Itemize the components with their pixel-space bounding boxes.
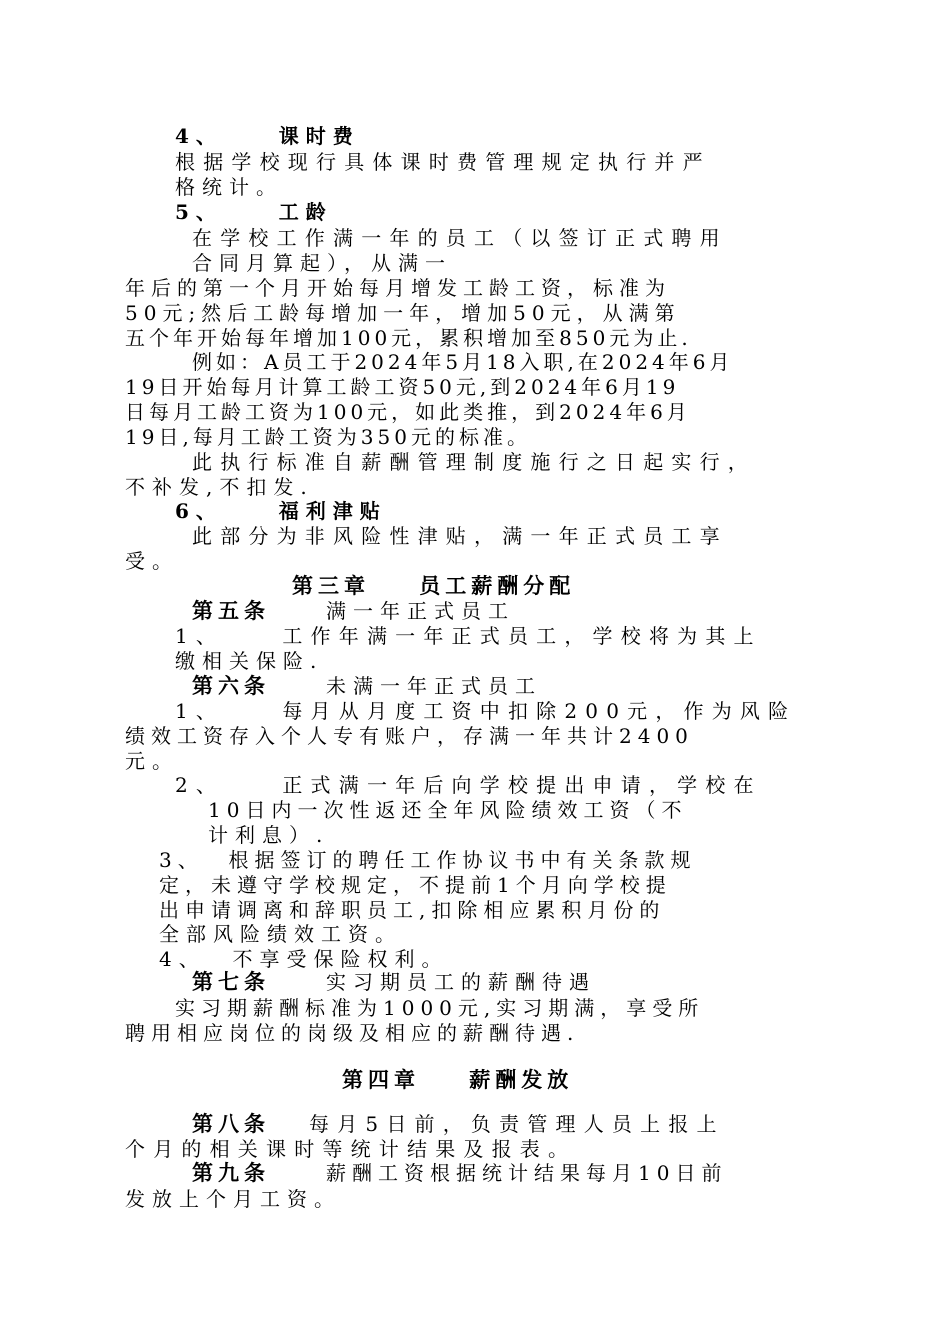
text-line: 例如：A员工于2024年5月18入职,在2024年6月 (192, 350, 734, 374)
text-line: 19日开始每月计算工龄工资50元,到2024年6月19 (125, 375, 680, 399)
text-line: 10日内一次性返还全年风险绩效工资（不 (208, 798, 688, 822)
text-line: 在学校工作满一年的员工（以签订正式聘用 (192, 226, 728, 250)
text-line: 1、 每月从月度工资中扣除200元，作为风险 (175, 699, 797, 723)
text-line: 格统计。 (175, 175, 283, 199)
text-line: 此部分为非风险性津贴，满一年正式员工享 (192, 524, 728, 548)
text-line: 合同月算起），从满一 (192, 251, 452, 275)
article-six-title: 未满一年正式员工 (326, 674, 542, 698)
chapter-four-title: 第四章 薪酬发放 (342, 1068, 574, 1092)
text-line: 发放上个月工资。 (125, 1187, 341, 1211)
text-line: 4、 不享受保险权利。 (159, 947, 449, 971)
text-line: 缴相关保险. (175, 649, 324, 673)
text-line: 3、 根据签订的聘任工作协议书中有关条款规 (159, 848, 697, 872)
text-line: 1、 工作年满一年正式员工，学校将为其上 (175, 624, 762, 648)
text-line: 此执行标准自薪酬管理制度施行之日起实行， (192, 450, 756, 474)
text-line: 50元;然后工龄每增加一年，增加50元，从满第 (125, 301, 681, 325)
text-line: 受。 (125, 549, 179, 573)
text-line: 每月5日前，负责管理人员上报上 (309, 1112, 725, 1136)
text-line: 2、 正式满一年后向学校提出申请，学校在 (175, 773, 762, 797)
article-five-label: 第五条 (192, 599, 270, 623)
article-nine-label: 第九条 (192, 1161, 270, 1185)
text-line: 元。 (125, 749, 179, 773)
text-line: 五个年开始每年增加100元，累积增加至850元为止. (125, 326, 692, 350)
article-six-label: 第六条 (192, 674, 270, 698)
text-line: 绩效工资存入个人专有账户，存满一年共计2400 (125, 724, 694, 748)
section-heading-seniority: 5、 工龄 (175, 200, 333, 224)
text-line: 根据学校现行具体课时费管理规定执行并严 (175, 150, 711, 174)
text-line: 定，未遵守学校规定，不提前1个月向学校提 (159, 873, 672, 897)
text-line: 薪酬工资根据统计结果每月10日前 (326, 1161, 728, 1185)
text-line: 计利息）. (208, 823, 330, 847)
text-line: 年后的第一个月开始每月增发工龄工资，标准为 (125, 276, 671, 300)
article-eight-label: 第八条 (192, 1112, 270, 1136)
article-seven-label: 第七条 (192, 970, 270, 994)
text-line: 个月的相关课时等统计结果及报表。 (125, 1137, 577, 1161)
section-heading-welfare: 6、 福利津贴 (175, 499, 387, 523)
text-line: 不补发,不扣发. (125, 475, 314, 499)
text-line: 日每月工龄工资为100元，如此类推，到2024年6月 (125, 400, 691, 424)
article-five-title: 满一年正式员工 (326, 599, 515, 623)
section-heading-class-fee: 4、 课时费 (175, 124, 360, 148)
article-seven-title: 实习期员工的薪酬待遇 (326, 970, 596, 994)
text-line: 聘用相应岗位的岗级及相应的薪酬待遇. (125, 1021, 580, 1045)
text-line: 出申请调离和辞职员工,扣除相应累积月份的 (159, 898, 666, 922)
text-line: 实习期薪酬标准为1000元,实习期满，享受所 (175, 996, 705, 1020)
text-line: 全部风险绩效工资。 (159, 922, 402, 946)
text-line: 19日,每月工龄工资为350元的标准。 (125, 425, 531, 449)
chapter-three-title: 第三章 员工薪酬分配 (292, 574, 576, 598)
